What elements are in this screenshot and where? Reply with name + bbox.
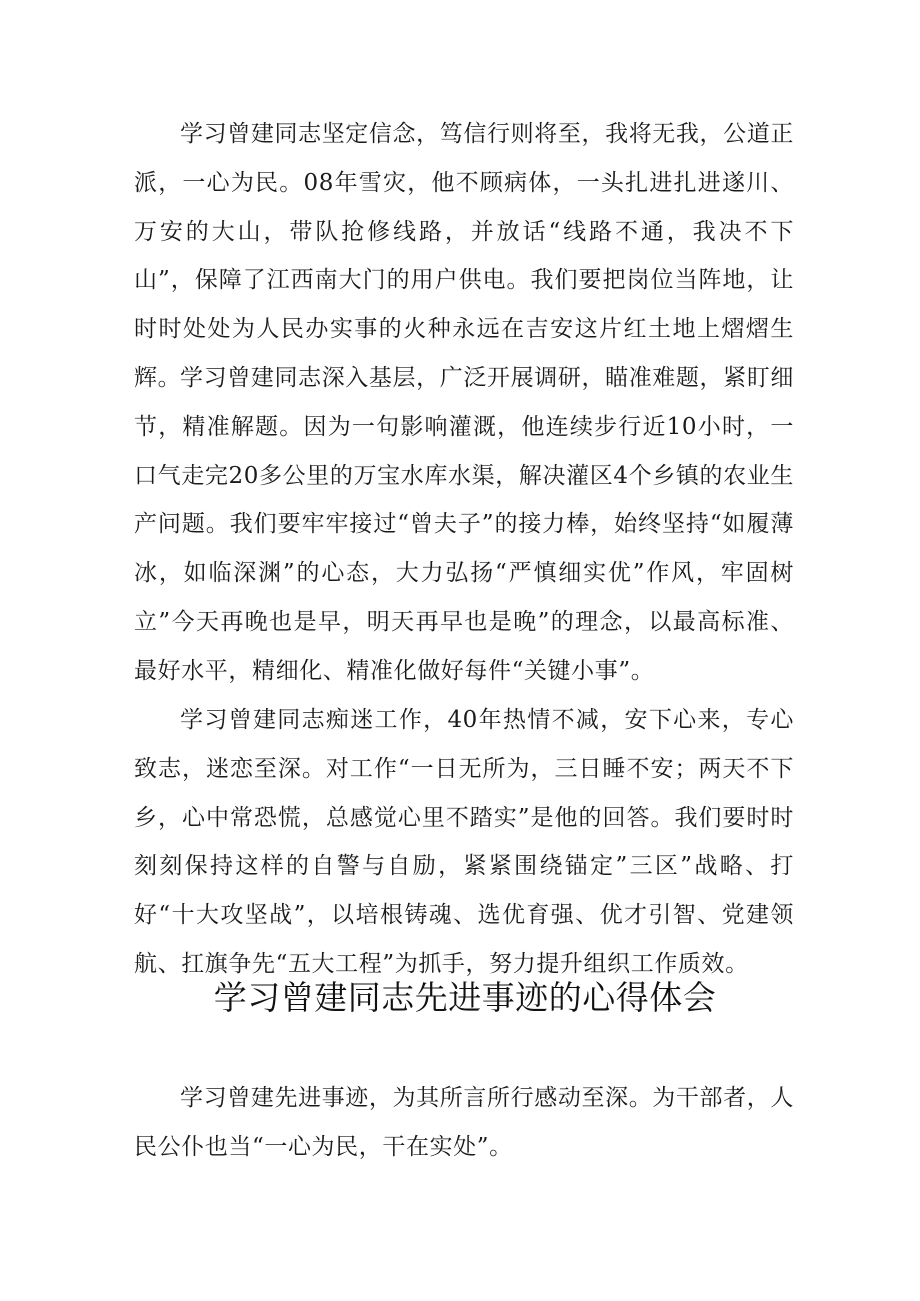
body-paragraph-firm-belief: 学习曾建同志坚定信念，笃信行则将至，我将无我，公道正派，一心为民。08年雪灾，他不顾病体，一头扎进扎进遂川、万安的大山，带队抢修线路，并放话“线路不通，我决不下山”，保障了江西南大门的用户供电。我们要把岗位当阵地，让时时处处为人民办实事的火种永远在吉安这片红土地上熠熠生辉。 — [134, 121, 794, 391]
body-paragraph-dedication: 学习曾建同志痴迷工作，40年热情不减，安下心来，专心致志，迷恋至深。对工作“一日无所为，三日睡不安；两天不下乡，心中常恐慌，总感觉心里不踏实”是他的回答。我们要时时刻刻保持这样的自警与自励，紧紧围绕锚定”三区”战略、打好“十大攻坚战”，以培根铸魂、选优育强、优才引智、党建领航、扛旗争先“五大工程”为抓手，努力提升组织工作质效。 — [134, 707, 794, 977]
body-paragraph-grassroots: 学习曾建同志深入基层，广泛开展调研，瞄准难题，紧盯细节，精准解题。因为一句影响灌溉，他连续步行近10小时，一口气走完20多公里的万宝水库水渠，解决灌区4个乡镇的农业生产问题。我们要牢牢接过“曾夫子”的接力棒，始终坚持“如履薄冰，如临深渊”的心态，大力弘扬“严慎细实优”作风，牢固树立”今天再晚也是早，明天再早也是晚”的理念，以最高标准、最好水平，精细化、精准化做好每件“关键小事”。 — [134, 365, 794, 684]
body-paragraph-closing: 学习曾建先进事迹，为其所言所行感动至深。为干部者，人民公仆也当“一心为民，干在实处”。 — [134, 1085, 794, 1160]
section-heading: 学习曾建同志先进事迹的心得体会 — [213, 978, 717, 1017]
